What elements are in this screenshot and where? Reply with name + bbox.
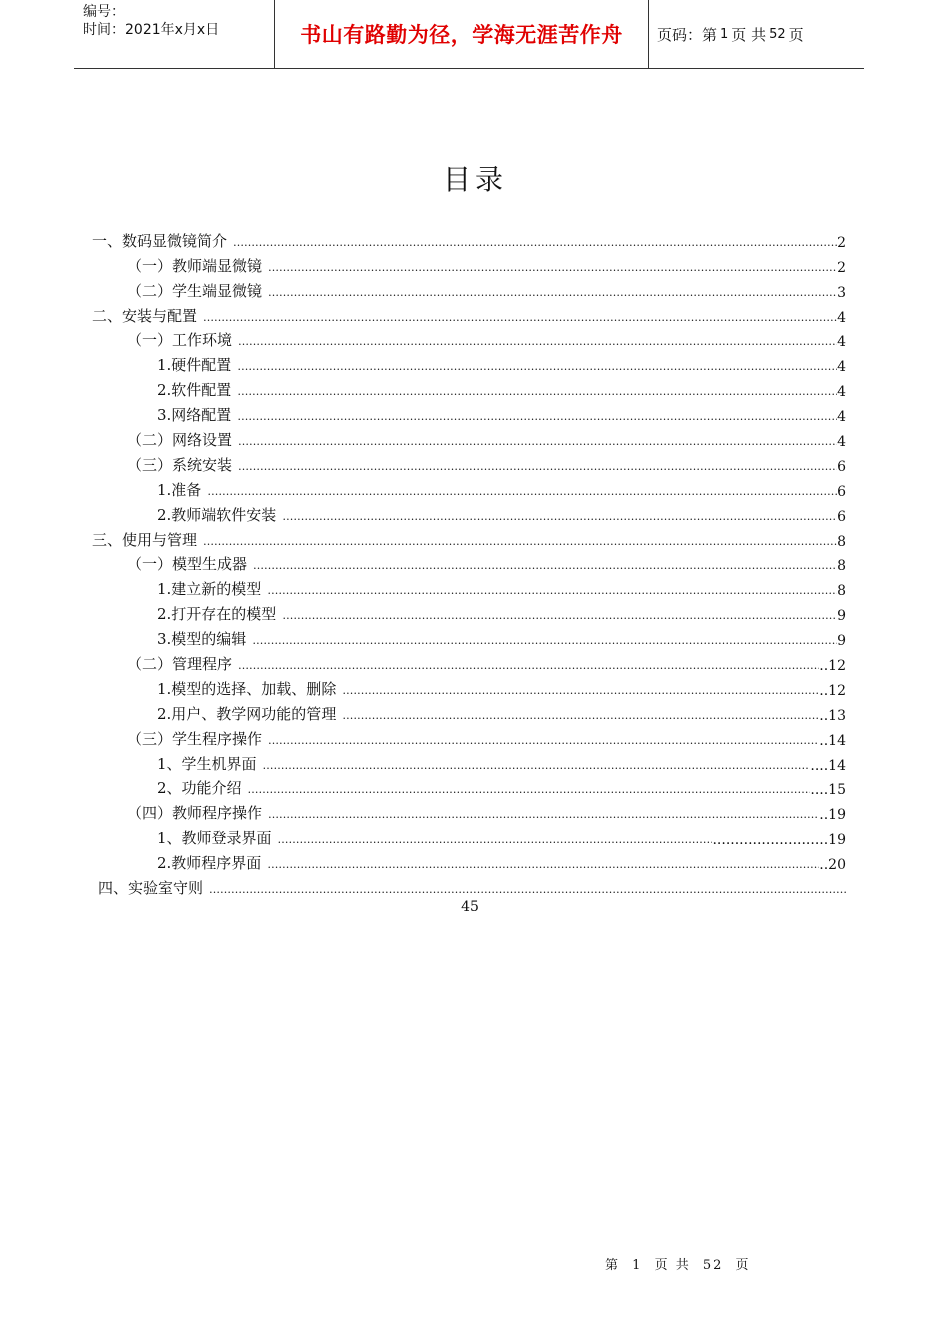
page-suffix: 页 [788, 25, 804, 44]
toc-page: ..12 [819, 658, 846, 675]
toc-entry[interactable] [92, 724, 846, 749]
leader-dots [278, 831, 713, 848]
toc-page: 6 [837, 483, 846, 500]
toc-entry[interactable] [92, 326, 846, 351]
toc-entry[interactable] [92, 649, 846, 674]
leader-dots [268, 284, 837, 301]
toc-entry[interactable] [92, 450, 846, 475]
toc-label: 2.软件配置 [157, 381, 232, 400]
toc-label: 1.建立新的模型 [157, 580, 262, 599]
toc-label: （四）教师程序操作 [127, 804, 263, 823]
toc-label: （三）系统安装 [127, 455, 233, 474]
toc-page: 4 [837, 409, 846, 426]
leader-dots [238, 458, 837, 475]
leader-dots [342, 682, 819, 699]
footer-suffix: 页 [735, 1258, 751, 1273]
toc-entry[interactable] [92, 823, 846, 848]
toc-label: 1.模型的选择、加载、删除 [157, 679, 337, 698]
toc-page: 2 [837, 259, 846, 276]
toc-entry[interactable] [92, 550, 846, 575]
toc-label: （二）学生端显微镜 [127, 281, 263, 300]
toc-page: 9 [837, 633, 846, 650]
toc-label: （一）教师端显微镜 [127, 256, 263, 275]
toc-page: 4 [837, 359, 846, 376]
toc-entry[interactable] [92, 774, 846, 799]
toc-label: 1、教师登录界面 [157, 829, 272, 848]
toc-label: 2.教师程序界面 [157, 854, 262, 873]
toc-entry[interactable] [92, 251, 846, 276]
toc-entry[interactable] [92, 798, 846, 823]
toc-entry[interactable] [92, 749, 846, 774]
leader-dots [233, 234, 837, 251]
leader-dots [267, 856, 819, 873]
leader-dots [203, 309, 837, 326]
toc-page: ..20 [819, 857, 846, 874]
page-footer [605, 1254, 751, 1273]
leader-dots [282, 607, 837, 624]
toc-entry[interactable] [92, 475, 846, 500]
toc-entry[interactable] [92, 674, 846, 699]
leader-dots [268, 259, 837, 276]
trailing-page-number: 45 [461, 899, 479, 915]
toc-page: 3 [837, 284, 846, 301]
table-of-contents [92, 226, 846, 898]
toc-entry[interactable] [92, 276, 846, 301]
toc-entry[interactable] [92, 375, 846, 400]
motto-text: 书山有路勤为径，学海无涯苦作舟 [300, 23, 623, 47]
toc-entry[interactable] [92, 873, 846, 898]
leader-dots [237, 383, 837, 400]
page-mid: 页 共 [731, 25, 767, 44]
toc-label: （三）学生程序操作 [127, 729, 263, 748]
toc-page: 6 [837, 508, 846, 525]
toc-label: （二）管理程序 [127, 655, 233, 674]
leader-dots [238, 433, 837, 450]
toc-page: 4 [837, 334, 846, 351]
footer-page: 1 [632, 1258, 643, 1273]
toc-entry[interactable] [92, 500, 846, 525]
toc-page: 8 [837, 533, 846, 550]
leader-dots [268, 732, 819, 749]
header-motto [275, 0, 649, 68]
toc-entry[interactable] [92, 301, 846, 326]
toc-page: ..........................19 [712, 832, 846, 849]
footer-prefix: 第 [605, 1258, 621, 1273]
footer-mid: 页 共 [654, 1258, 691, 1273]
page-header [74, 0, 864, 69]
toc-label: 1.准备 [157, 480, 202, 499]
leader-dots [252, 632, 837, 649]
toc-entry[interactable] [92, 848, 846, 873]
toc-label: （一）工作环境 [127, 331, 233, 350]
toc-page: ..12 [819, 682, 846, 699]
toc-page: 4 [837, 384, 846, 401]
toc-label: 三、使用与管理 [92, 530, 198, 549]
leader-dots [248, 781, 811, 798]
toc-entry[interactable] [92, 699, 846, 724]
toc-label: 3.网络配置 [157, 406, 232, 425]
toc-label: 2、功能介绍 [157, 779, 242, 798]
leader-dots [203, 533, 837, 550]
toc-label: 二、安装与配置 [92, 306, 198, 325]
toc-entry[interactable] [92, 226, 846, 251]
leader-dots [207, 483, 837, 500]
toc-page: 4 [837, 434, 846, 451]
toc-entry[interactable] [92, 624, 846, 649]
toc-page: ..13 [819, 707, 846, 724]
toc-label: 一、数码显微镜简介 [92, 231, 228, 250]
toc-page: ....15 [810, 782, 846, 799]
page-prefix: 页码：第 [657, 25, 718, 44]
toc-entry[interactable] [92, 350, 846, 375]
toc-label: （二）网络设置 [127, 431, 233, 450]
toc-page: 6 [837, 458, 846, 475]
toc-entry[interactable] [92, 599, 846, 624]
toc-label: 1、学生机界面 [157, 754, 257, 773]
leader-dots [237, 358, 837, 375]
toc-label: 2.教师端软件安装 [157, 505, 277, 524]
toc-label: 2.用户、教学网功能的管理 [157, 704, 337, 723]
leader-dots [263, 757, 811, 774]
leader-dots [342, 707, 819, 724]
leader-dots [209, 881, 846, 898]
toc-title: 目录 [442, 163, 507, 196]
toc-page: 9 [837, 608, 846, 625]
toc-page: ....14 [810, 757, 846, 774]
leader-dots [238, 333, 837, 350]
toc-page: ..19 [819, 807, 846, 824]
toc-entry[interactable] [92, 425, 846, 450]
toc-entry[interactable] [92, 400, 846, 425]
toc-page: 4 [837, 309, 846, 326]
leader-dots [282, 508, 837, 525]
page-num: 1 [720, 26, 729, 42]
toc-page: ..14 [819, 732, 846, 749]
toc-entry[interactable] [92, 574, 846, 599]
toc-label: 2.打开存在的模型 [157, 605, 277, 624]
header-meta [74, 0, 275, 68]
leader-dots [237, 408, 837, 425]
header-page-info [649, 0, 864, 68]
page-total: 52 [769, 26, 786, 42]
time-label: 时间：2021年x月x日 [83, 22, 220, 38]
toc-label: （一）模型生成器 [127, 555, 248, 574]
toc-label: 3.模型的编辑 [157, 630, 247, 649]
footer-total: 52 [702, 1258, 724, 1273]
leader-dots [267, 582, 837, 599]
leader-dots [253, 557, 837, 574]
leader-dots [238, 657, 819, 674]
toc-page: 8 [837, 583, 846, 600]
toc-label: 四、实验室守则 [98, 879, 204, 898]
toc-label: 1.硬件配置 [157, 356, 232, 375]
leader-dots [268, 806, 819, 823]
code-label: 编号： [83, 4, 125, 20]
toc-page: 8 [837, 558, 846, 575]
toc-entry[interactable] [92, 525, 846, 550]
toc-page: 2 [837, 234, 846, 251]
